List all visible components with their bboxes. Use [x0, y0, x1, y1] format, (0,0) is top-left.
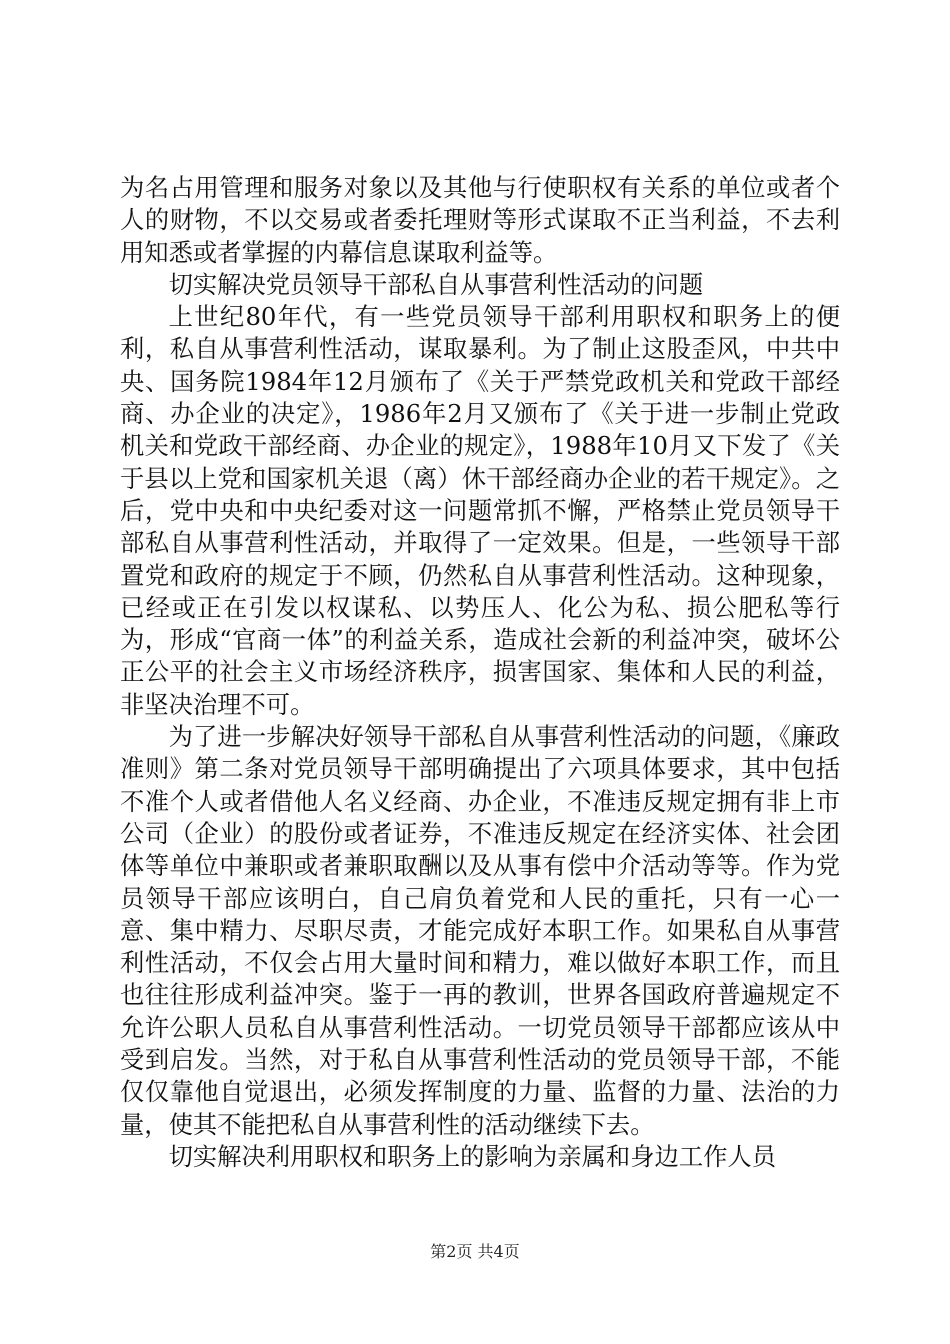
paragraph-requirements: 为了进一步解决好领导干部私自从事营利性活动的问题，《廉政准则》第二条对党员领导干部明确提出了六项具体要求，其中包括不准个人或者借他人名义经商、办企业，不准违反规定拥有非上市公司（企业）的股份或者证券，不准违反规定在经济实体、社会团体等单位中兼职或者兼职取酬以及从事有偿中介活动等等。作为党员领导干部应该明白，自己肩负着党和人民的重托，只有一心一意、集中精力、尽职尽责，才能完成好本职工作。如果私自从事营利性活动，不仅会占用大量时间和精力，难以做好本职工作，而且也往往形成利益冲突。鉴于一再的教训，世界各国政府普遍规定不允许公职人员私自从事营利性活动。一切党员领导干部都应该从中受到启发。当然，对于私自从事营利性活动的党员领导干部，不能仅仅靠他自觉退出，必须发挥制度的力量、监督的力量、法治的力量，使其不能把私自从事营利性的活动继续下去。	[120, 722, 840, 1139]
document-body	[120, 172, 840, 1173]
paragraph-history: 上世纪80年代，有一些党员领导干部利用职权和职务上的便利，私自从事营利性活动，谋取暴利。为了制止这股歪风，中共中央、国务院1984年12月颁布了《关于严禁党政机关和党政干部经商、办企业的决定》，1986年2月又颁布了《关于进一步制止党政机关和党政干部经商、办企业的规定》，1988年10月又下发了《关于县以上党和国家机关退（离）休干部经商办企业的若干规定》。之后，党中央和中央纪委对这一问题常抓不懈，严格禁止党员领导干部私自从事营利性活动，并取得了一定效果。但是，一些领导干部置党和政府的规定于不顾，仍然私自从事营利性活动。这种现象，已经或正在引发以权谋私、以势压人、化公为私、损公肥私等行为，形成“官商一体”的利益关系，造成社会新的利益冲突，破坏公正公平的社会主义市场经济秩序，损害国家、集体和人民的利益，非坚决治理不可。	[120, 302, 840, 719]
section-heading-private-profit: 切实解决党员领导干部私自从事营利性活动的问题	[168, 269, 704, 299]
page-number-footer: 第2页 共4页	[430, 1242, 520, 1261]
paragraph-continuation: 为名占用管理和服务对象以及其他与行使职权有关系的单位或者个人的财物，不以交易或者委托理财等形式谋取不正当利益，不去利用知悉或者掌握的内幕信息谋取利益等。	[120, 173, 840, 267]
section-heading-relatives: 切实解决利用职权和职务上的影响为亲属和身边工作人员	[168, 1141, 777, 1171]
